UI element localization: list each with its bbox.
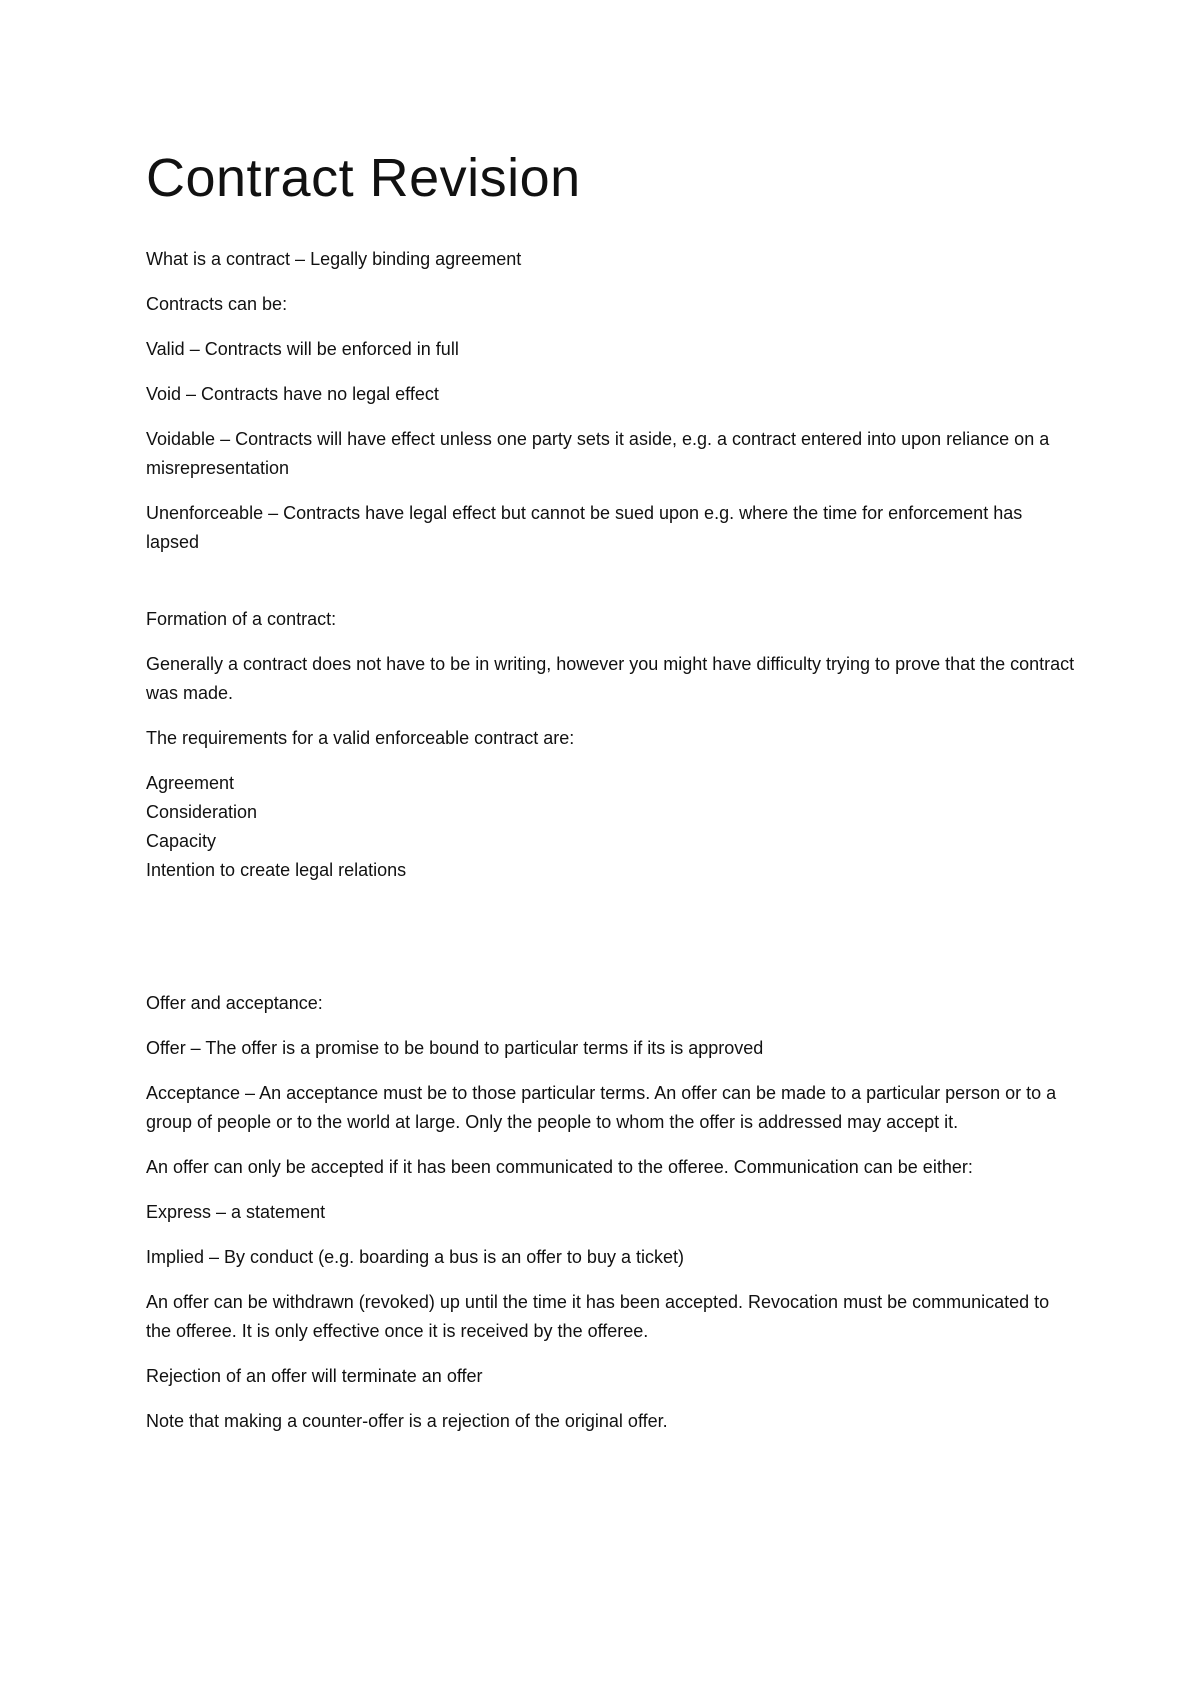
requirements-list [146,769,1076,885]
paragraph: An offer can be withdrawn (revoked) up until the time it has been accepted. Revocation must be communicated to the offeree. It is only effective once it is received by the offeree. [146,1292,1050,1341]
list-item: Capacity [146,831,217,851]
list-item: Agreement [146,773,235,793]
paragraph: Contracts can be: [146,294,288,314]
paragraph: Express – a statement [146,1202,326,1222]
paragraph: Note that making a counter-offer is a rejection of the original offer. [146,1411,668,1431]
list-item: Consideration [146,802,258,822]
paragraph: Implied – By conduct (e.g. boarding a bus is an offer to buy a ticket) [146,1247,684,1267]
page-title: Contract Revision [146,148,581,208]
paragraph: Void – Contracts have no legal effect [146,384,439,404]
paragraph: An offer can only be accepted if it has been communicated to the offeree. Communication can be either: [146,1157,973,1177]
paragraph: The requirements for a valid enforceable contract are: [146,728,575,748]
section-heading: Offer and acceptance: [146,993,323,1013]
paragraph: Acceptance – An acceptance must be to those particular terms. An offer can be made to a particular person or to a group of people or to the world at large. Only the people to whom the offer is addressed may accept it. [146,1083,1057,1132]
paragraph: Voidable – Contracts will have effect unless one party sets it aside, e.g. a contract entered into upon reliance on a misrepresentation [146,429,1050,478]
list-item: Intention to create legal relations [146,860,407,880]
paragraph: Unenforceable – Contracts have legal effect but cannot be sued upon e.g. where the time for enforcement has lapsed [146,503,1023,552]
paragraph: Offer – The offer is a promise to be bound to particular terms if its is approved [146,1038,764,1058]
section-heading: Formation of a contract: [146,609,337,629]
paragraph: What is a contract – Legally binding agreement [146,249,522,269]
paragraph: Generally a contract does not have to be in writing, however you might have difficulty trying to prove that the contract was made. [146,654,1075,703]
paragraph: Valid – Contracts will be enforced in full [146,339,459,359]
spacer [146,885,1076,989]
document-body [146,145,1076,1452]
paragraph: Rejection of an offer will terminate an offer [146,1366,483,1386]
spacer [146,573,1076,605]
